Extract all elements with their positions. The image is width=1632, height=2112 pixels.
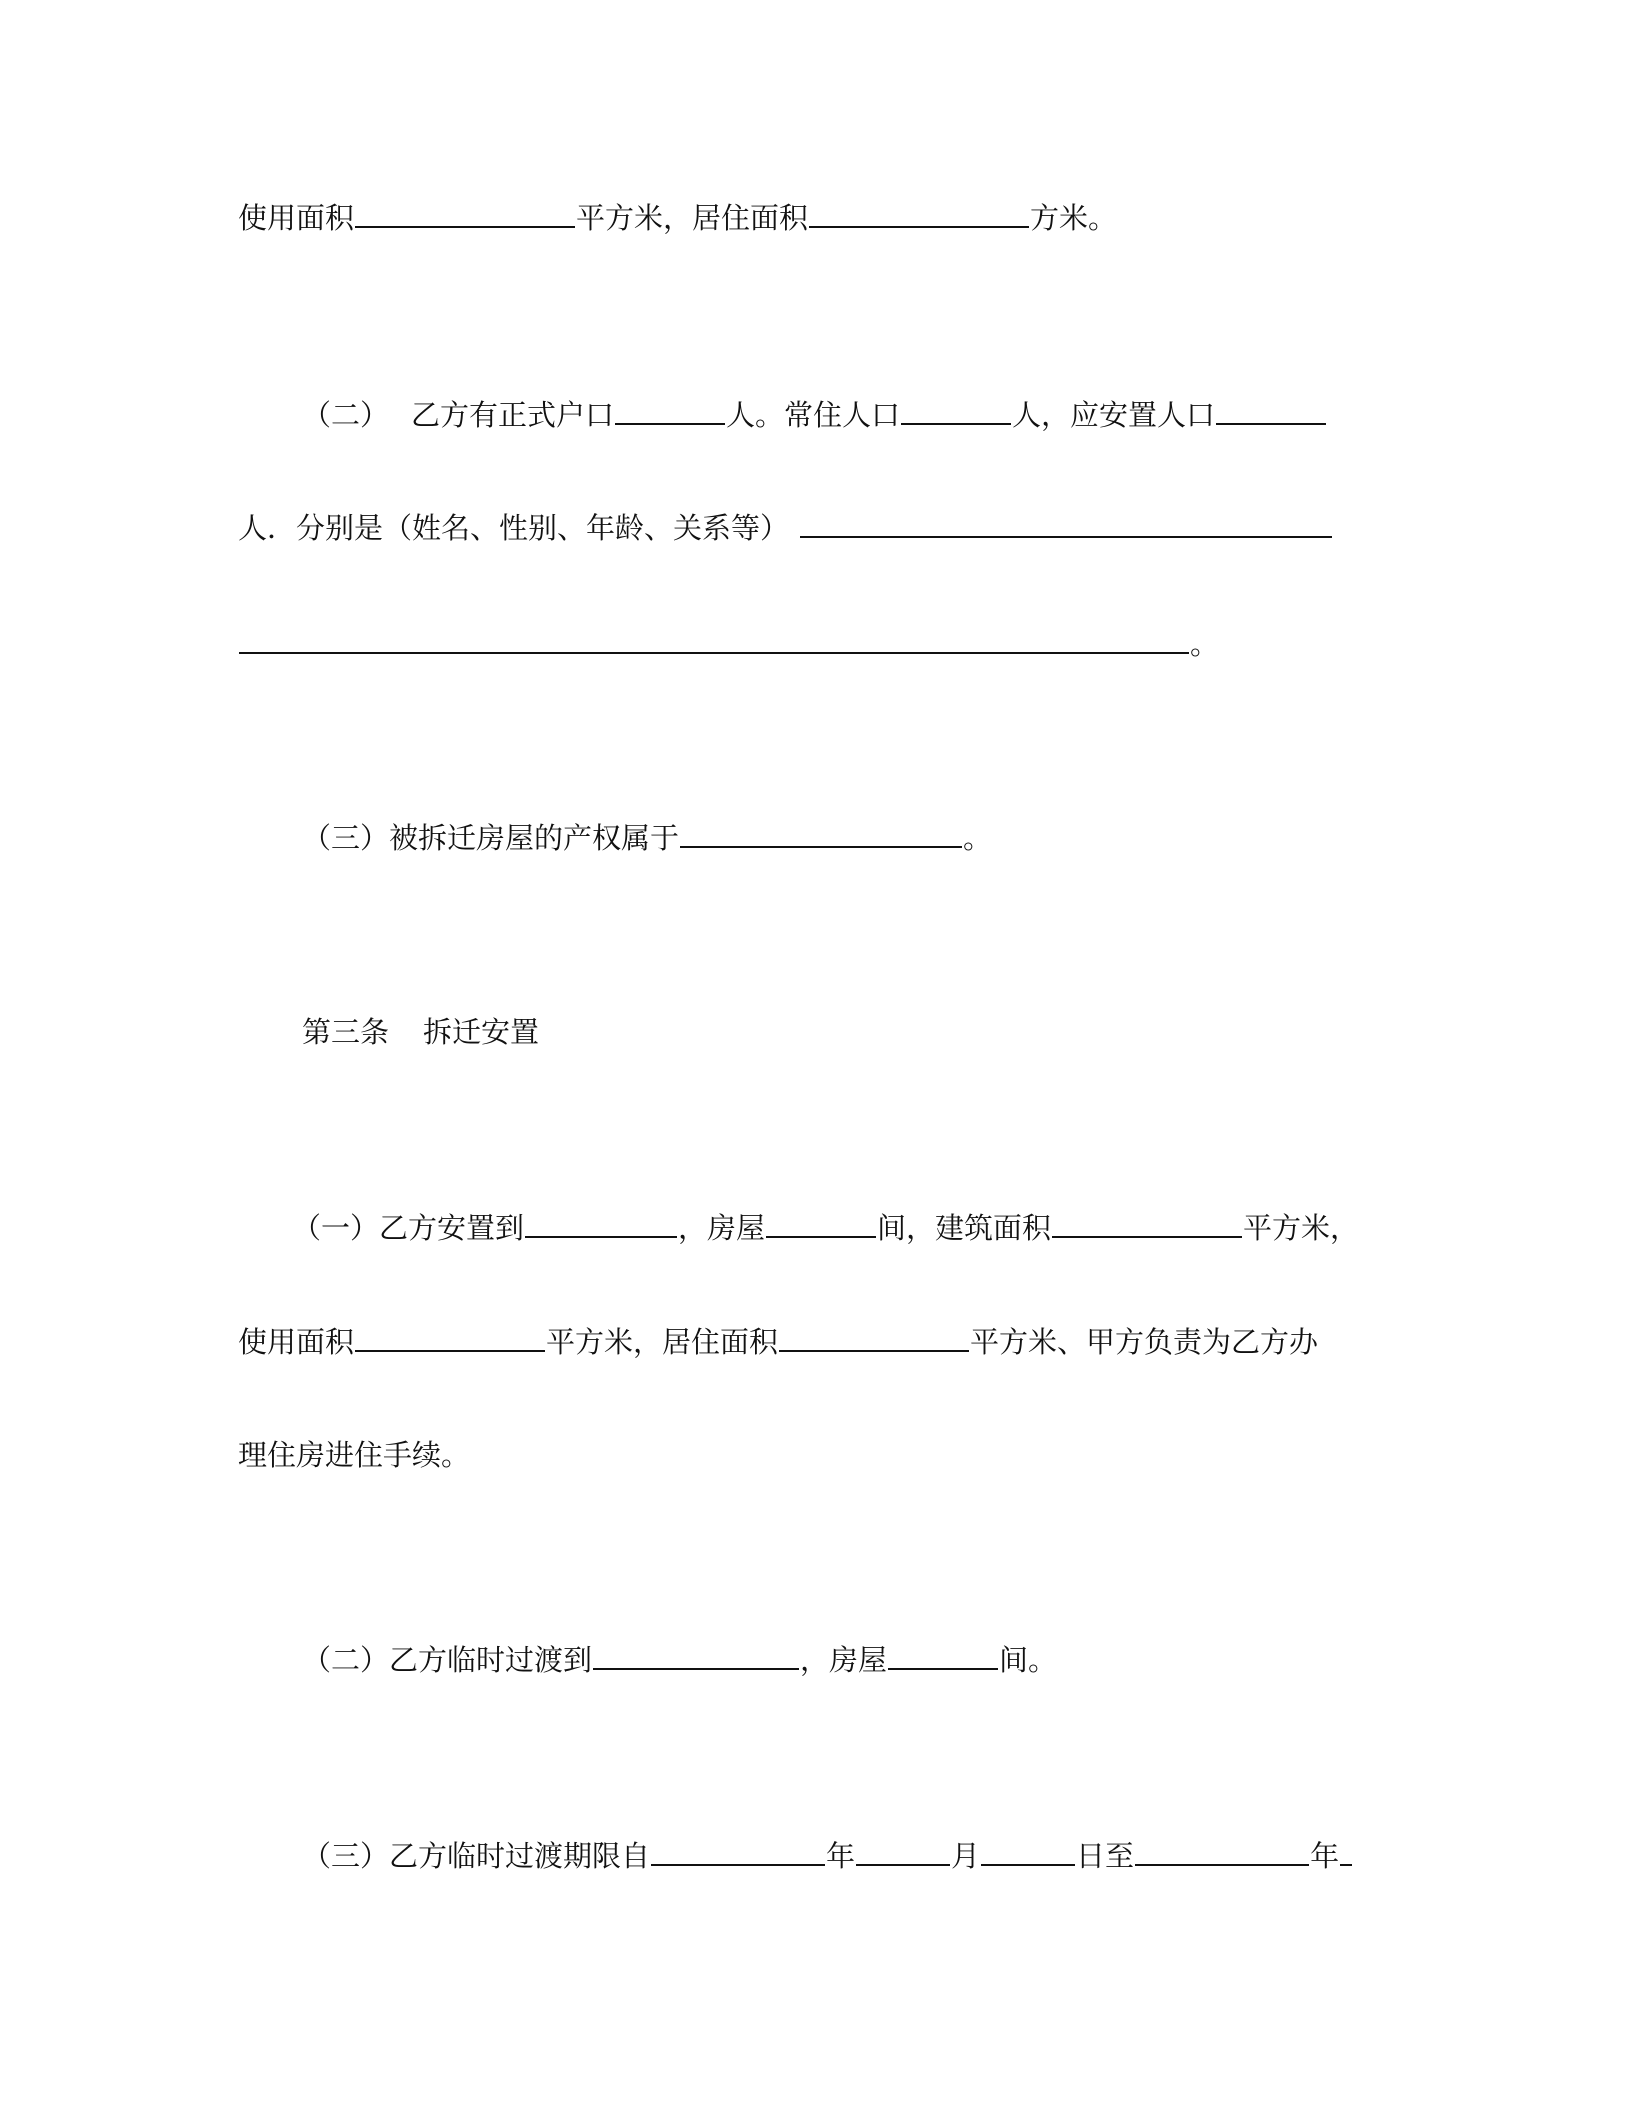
- label-unit: 方米。: [1030, 201, 1118, 235]
- label-building-area: 间，建筑面积: [877, 1211, 1052, 1245]
- text-line-4: [238, 622, 1219, 666]
- living-area-blank-2[interactable]: [779, 1320, 969, 1352]
- label-usable-area: 使用面积: [238, 1325, 355, 1359]
- label-year: 年: [826, 1839, 856, 1873]
- living-area-blank[interactable]: [809, 196, 1029, 228]
- text-line-10: [302, 1638, 1057, 1682]
- label-details: 人．分别是（姓名、性别、年龄、关系等）: [238, 511, 790, 545]
- label-sqm: 平方米，: [1243, 1211, 1360, 1245]
- resettle-location-blank[interactable]: [525, 1206, 677, 1238]
- end-year-blank[interactable]: [1135, 1834, 1309, 1866]
- label-usable-area: 使用面积: [238, 201, 355, 235]
- item-number-2: （二）: [302, 398, 390, 432]
- label-resettle-population: 人，应安置人口: [1012, 398, 1216, 432]
- end-month-blank[interactable]: [1340, 1834, 1352, 1866]
- rooms-blank[interactable]: [766, 1206, 876, 1238]
- building-area-blank[interactable]: [1052, 1206, 1242, 1238]
- label-day-to: 日至: [1076, 1839, 1135, 1873]
- text-line-9: [238, 1433, 470, 1477]
- label-registered-residence: 乙方有正式户口: [411, 398, 615, 432]
- text-line-1: [238, 196, 1117, 240]
- label-period-from: （三）乙方临时过渡期限自: [302, 1839, 651, 1873]
- label-rooms-end: 间。: [999, 1643, 1058, 1677]
- label-year: 年: [1310, 1839, 1340, 1873]
- text-line-7: [292, 1206, 1359, 1250]
- details-continued-blank[interactable]: [239, 622, 1189, 654]
- usable-area-blank[interactable]: [355, 196, 575, 228]
- text-line-8: [238, 1320, 1318, 1364]
- text-line-5: [302, 816, 992, 860]
- start-day-blank[interactable]: [981, 1834, 1075, 1866]
- article-heading: [302, 1010, 539, 1054]
- temporary-location-blank[interactable]: [593, 1638, 799, 1670]
- article-number: 第三条: [302, 1015, 390, 1049]
- property-owner-blank[interactable]: [680, 816, 962, 848]
- label-procedures: 平方米、甲方负责为乙方办: [970, 1325, 1319, 1359]
- resident-count-blank[interactable]: [901, 393, 1011, 425]
- period: 。: [1190, 627, 1220, 661]
- usable-area-blank-2[interactable]: [355, 1320, 545, 1352]
- label-month: 月: [951, 1839, 981, 1873]
- label-temporary-to: （二）乙方临时过渡到: [302, 1643, 593, 1677]
- start-month-blank[interactable]: [856, 1834, 950, 1866]
- resettle-count-blank[interactable]: [1216, 393, 1326, 425]
- label-property-owner: （三）被拆迁房屋的产权属于: [302, 821, 680, 855]
- text-line-3: [238, 506, 1333, 550]
- label-living-area: 平方米，居住面积: [576, 201, 809, 235]
- label-resident-population: 人。常住人口: [726, 398, 901, 432]
- label-rooms: ，房屋: [678, 1211, 766, 1245]
- label-rooms: ，房屋: [800, 1643, 888, 1677]
- text-line-11: [302, 1834, 1353, 1878]
- temporary-rooms-blank[interactable]: [888, 1638, 998, 1670]
- text-line-2: [302, 393, 1327, 437]
- article-title: 拆迁安置: [423, 1015, 540, 1049]
- label-moving-in: 理住房进住手续。: [238, 1438, 471, 1472]
- label-resettle-to: （一）乙方安置到: [292, 1211, 525, 1245]
- registered-count-blank[interactable]: [615, 393, 725, 425]
- details-blank[interactable]: [800, 506, 1332, 538]
- start-year-blank[interactable]: [651, 1834, 825, 1866]
- label-living-area: 平方米，居住面积: [546, 1325, 779, 1359]
- period: 。: [963, 821, 993, 855]
